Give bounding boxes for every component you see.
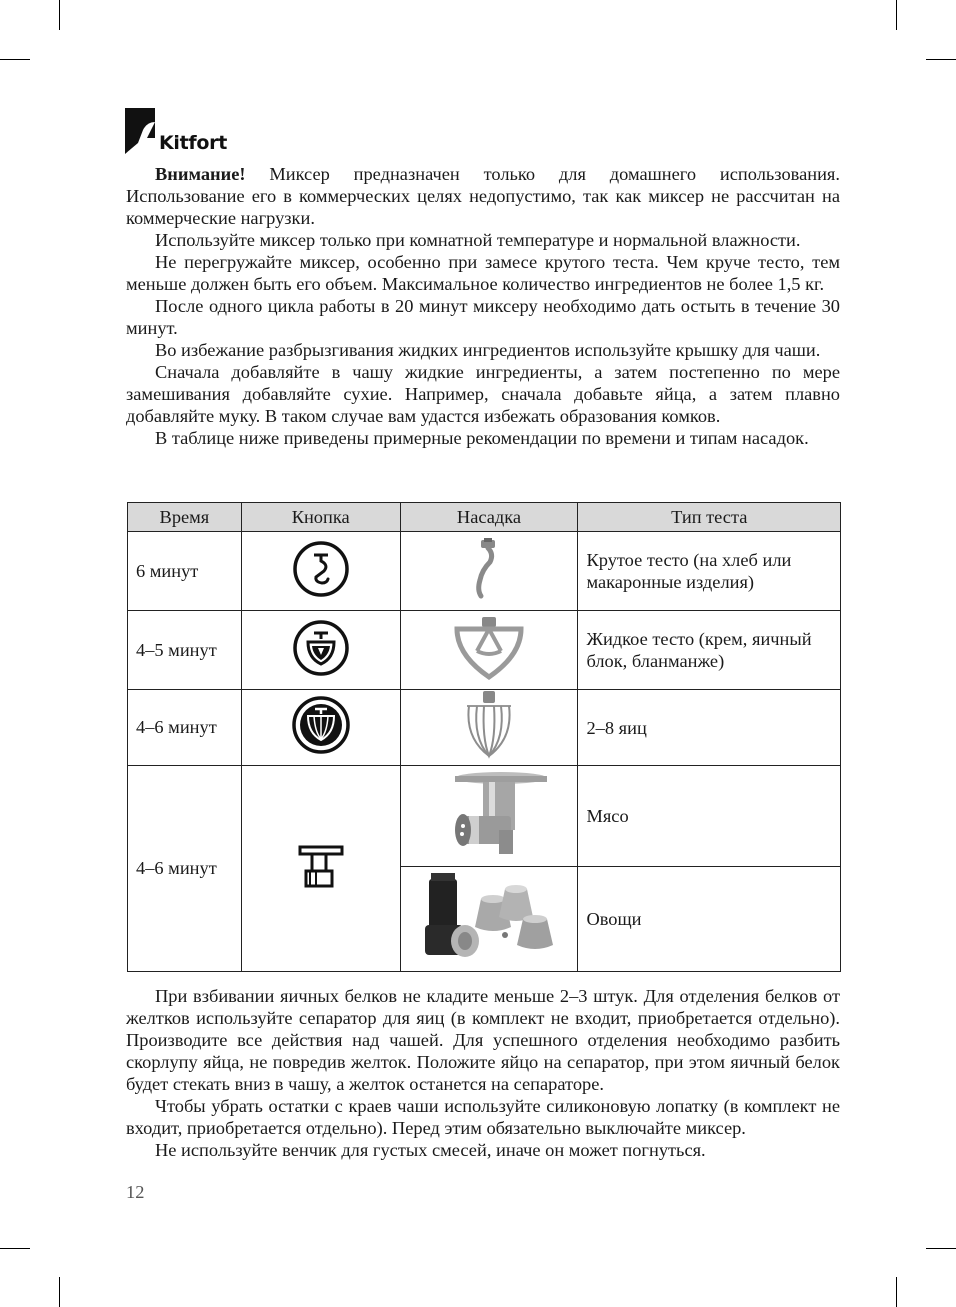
table-row xyxy=(128,532,841,611)
paragraph: Не используйте венчик для густых смесей, иначе он может погнуться. xyxy=(155,1140,706,1160)
whisk-icon xyxy=(459,690,519,760)
paragraph: В таблице ниже приведены примерные рекомендации по времени и типам насадок. xyxy=(155,428,809,448)
crop-mark xyxy=(926,1248,956,1249)
intro-text xyxy=(126,163,840,449)
cell-dough-type: Крутое тесто (на хлеб или макаронные изделия) xyxy=(578,532,841,611)
paragraph: Не перегружайте миксер, особенно при замесе крутого теста. Чем круче тесто, тем меньше должен быть его объем. Максимальное количество ингредиентов не более 1,5 кг. xyxy=(126,252,840,294)
crop-mark xyxy=(896,1277,897,1307)
cell-dough-type: 2–8 яиц xyxy=(578,690,841,766)
paragraph: Внимание! Миксер предназначен только для домашнего использования. Использование его в коммерческих целях недопустимо, так как миксер не рассчитан на коммерческие нагрузки. xyxy=(126,164,840,228)
cell-attachment xyxy=(400,867,578,972)
flat-beater-icon xyxy=(449,615,529,681)
paragraph: Используйте миксер только при комнатной температуре и нормальной влажности. xyxy=(155,230,801,250)
usage-text xyxy=(126,985,840,1161)
page-number: 12 xyxy=(126,1182,145,1202)
cell-attachment xyxy=(400,532,578,611)
cell-dough-type: Жидкое тесто (крем, яичный блок, бланманже) xyxy=(578,611,841,690)
cell-attachment xyxy=(400,766,578,867)
table-header-row xyxy=(128,503,841,532)
kitfort-logo-icon xyxy=(125,108,155,154)
brand-logo xyxy=(125,108,227,154)
header-time: Время xyxy=(128,503,242,532)
cell-time: 6 минут xyxy=(128,532,242,611)
table-row xyxy=(128,766,841,867)
paragraph: Во избежание разбрызгивания жидких ингредиентов используйте крышку для чаши. xyxy=(155,340,821,360)
dough-hook-icon xyxy=(464,538,514,600)
paragraph: После одного цикла работы в 20 минут миксеру необходимо дать остыть в течение 30 минут. xyxy=(126,296,840,338)
paragraph: Чтобы убрать остатки с краев чаши используйте силиконовую лопатку (в комплект не входит, приобретается отдельно). Перед этим обязательно выключайте миксер. xyxy=(126,1096,840,1138)
paragraph: При взбивании яичных белков не кладите меньше 2–3 штук. Для отделения белков от желтков используйте сепаратор для яиц (в комплект не входит, приобретается отдельно). Производите все действия над чашей. Для успешного отделения необходимо разбить скорлупу яйца, не повредив желток. Положите яйцо на сепаратор, при этом яичный белок будет стекать вниз в чашу, а желток останется на сепараторе. xyxy=(126,986,840,1094)
cell-button xyxy=(241,766,400,972)
table-row xyxy=(128,690,841,766)
crop-mark xyxy=(59,1277,60,1307)
header-dough-type: Тип теста xyxy=(578,503,841,532)
crop-mark xyxy=(0,1248,30,1249)
header-attachment: Насадка xyxy=(400,503,578,532)
attachment-table xyxy=(127,502,841,972)
flat-beater-button-icon xyxy=(291,618,351,678)
cell-button xyxy=(241,532,400,611)
cell-time: 4–5 минут xyxy=(128,611,242,690)
cell-attachment xyxy=(400,690,578,766)
header-button: Кнопка xyxy=(241,503,400,532)
whisk-button-icon xyxy=(291,695,351,755)
brand-name: Kitfort xyxy=(159,132,227,154)
crop-mark xyxy=(896,0,897,30)
crop-mark xyxy=(0,59,30,60)
cell-time: 4–6 минут xyxy=(128,766,242,972)
cell-dough-type: Мясо xyxy=(578,766,841,867)
cell-attachment xyxy=(400,611,578,690)
cell-button xyxy=(241,690,400,766)
vegetable-slicer-icon xyxy=(419,869,559,965)
table-row xyxy=(128,611,841,690)
cell-dough-type: Овощи xyxy=(578,867,841,972)
crop-mark xyxy=(926,59,956,60)
crop-mark xyxy=(59,0,60,30)
dough-hook-button-icon xyxy=(291,539,351,599)
paragraph: Сначала добавляйте в чашу жидкие ингредиенты, а затем постепенно по мере замешивания добавляйте сухие. Например, сначала добавьте яйца, а затем плавно добавляйте муку. В таком случае вам удастся избежать образования комков. xyxy=(126,362,840,426)
meat-grinder-icon xyxy=(429,768,549,860)
meat-grinder-button-icon xyxy=(296,841,346,891)
cell-time: 4–6 минут xyxy=(128,690,242,766)
cell-button xyxy=(241,611,400,690)
